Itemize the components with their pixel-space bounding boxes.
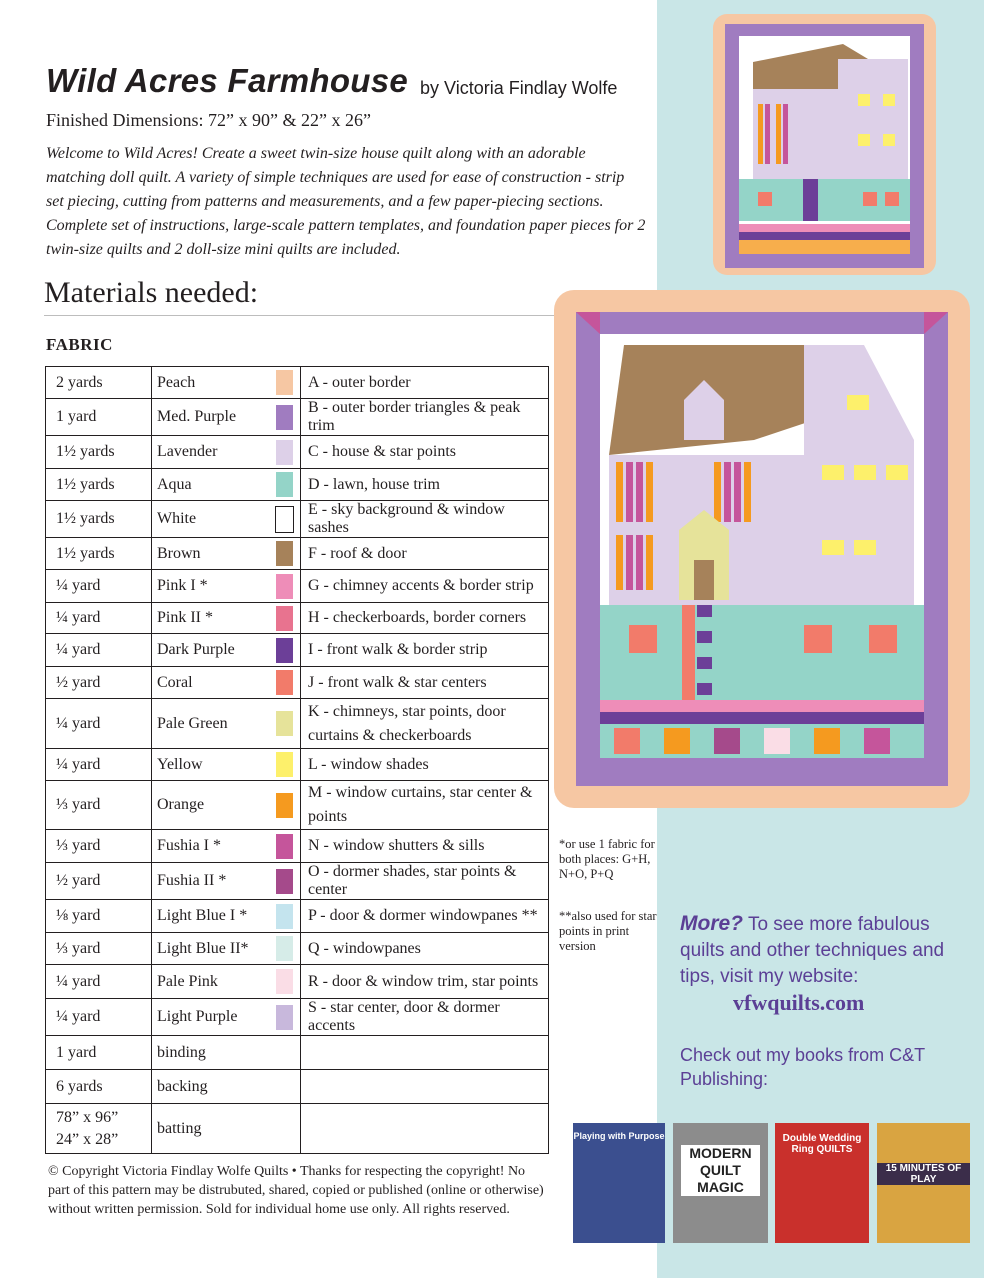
- fabric-amount: 1 yard: [46, 1036, 152, 1070]
- fabric-use: S - star center, door & dormer accents: [301, 999, 549, 1036]
- color-swatch: [276, 869, 293, 894]
- fabric-use: [301, 1036, 549, 1070]
- fabric-use: J - front walk & star centers: [301, 667, 549, 699]
- copyright-notice: © Copyright Victoria Findlay Wolfe Quilts • Thanks for respecting the copyright! No part of this pattern may be distrubuted, shared, copied or published (online or otherwise) without written permission. Sold for individual home use only. All rights reserved.: [48, 1164, 544, 1217]
- more-text: To see more fabulous quilts and other techniques and tips, visit my website:: [680, 914, 945, 987]
- fabric-swatch-cell: [275, 436, 301, 469]
- fabric-use: [301, 1104, 549, 1154]
- more-info: [680, 911, 970, 990]
- table-row: [46, 781, 549, 830]
- finished-dimensions: Finished Dimensions: 72” x 90” & 22” x 26”: [46, 110, 371, 130]
- fabric-amount: ¼ yard: [46, 634, 152, 667]
- fabric-swatch-cell: [275, 830, 301, 863]
- fabric-swatch-cell: [275, 1070, 301, 1104]
- fabric-use: N - window shutters & sills: [301, 830, 549, 863]
- fabric-color-name: backing: [152, 1070, 276, 1104]
- materials-heading: Materials needed:: [44, 276, 259, 309]
- color-swatch: [276, 904, 293, 929]
- color-swatch: [276, 1005, 293, 1030]
- fabric-heading: FABRIC: [46, 335, 113, 354]
- fabric-amount: ⅓ yard: [46, 781, 152, 830]
- fabric-use: B - outer border triangles & peak trim: [301, 399, 549, 436]
- table-row: [46, 501, 549, 538]
- fabric-amount: ⅛ yard: [46, 900, 152, 933]
- table-row: [46, 830, 549, 863]
- book-cover-double-wedding-ring[interactable]: Double Wedding Ring QUILTS: [775, 1123, 869, 1243]
- fabric-use: A - outer border: [301, 367, 549, 399]
- fabric-color-name: Peach: [152, 367, 276, 399]
- fabric-color-name: Pink I *: [152, 570, 276, 603]
- fabric-use: D - lawn, house trim: [301, 469, 549, 501]
- fabric-color-name: Yellow: [152, 749, 276, 781]
- fabric-swatch-cell: [275, 965, 301, 999]
- fabric-swatch-cell: [275, 501, 301, 538]
- fabric-swatch-cell: [275, 538, 301, 570]
- table-row: [46, 570, 549, 603]
- fabric-amount: 1 yard: [46, 399, 152, 436]
- color-swatch: [276, 574, 293, 599]
- fabric-color-name: Brown: [152, 538, 276, 570]
- fabric-swatch-cell: [275, 999, 301, 1036]
- table-row: [46, 900, 549, 933]
- fabric-use: [301, 1070, 549, 1104]
- color-swatch: [276, 711, 293, 736]
- fabric-swatch-cell: [275, 1104, 301, 1154]
- fabric-color-name: Pale Green: [152, 699, 276, 749]
- divider: [44, 315, 554, 316]
- fabric-use: E - sky background & window sashes: [301, 501, 549, 538]
- fabric-amount: ½ yard: [46, 863, 152, 900]
- fabric-amount: ⅓ yard: [46, 933, 152, 965]
- table-row: [46, 699, 549, 749]
- fabric-color-name: Med. Purple: [152, 399, 276, 436]
- doll-quilt-illustration: [713, 14, 936, 275]
- color-swatch: [276, 440, 293, 465]
- color-swatch: [276, 370, 293, 395]
- footnote-single-fabric: *or use 1 fabric for both places: G+H, N+O, P+Q: [559, 837, 655, 881]
- fabric-color-name: binding: [152, 1036, 276, 1070]
- fabric-table: [45, 366, 549, 1154]
- fabric-color-name: Lavender: [152, 436, 276, 469]
- table-row: [46, 436, 549, 469]
- fabric-swatch-cell: [275, 367, 301, 399]
- fabric-color-name: Coral: [152, 667, 276, 699]
- table-row: [46, 538, 549, 570]
- color-swatch: [276, 638, 293, 663]
- table-row: [46, 965, 549, 999]
- table-row: [46, 1070, 549, 1104]
- table-row: [46, 399, 549, 436]
- fabric-use: P - door & dormer windowpanes **: [301, 900, 549, 933]
- table-row: [46, 749, 549, 781]
- fabric-use: L - window shades: [301, 749, 549, 781]
- fabric-use: F - roof & door: [301, 538, 549, 570]
- fabric-amount: 1½ yards: [46, 538, 152, 570]
- color-swatch: [276, 405, 293, 430]
- fabric-swatch-cell: [275, 699, 301, 749]
- fabric-swatch-cell: [275, 570, 301, 603]
- fabric-use: Q - windowpanes: [301, 933, 549, 965]
- table-row: [46, 469, 549, 501]
- more-label: More?: [680, 912, 743, 935]
- fabric-amount: 1½ yards: [46, 469, 152, 501]
- fabric-use: O - dormer shades, star points & center: [301, 863, 549, 900]
- fabric-color-name: Aqua: [152, 469, 276, 501]
- twin-quilt-illustration: [554, 290, 970, 808]
- fabric-color-name: batting: [152, 1104, 276, 1154]
- fabric-amount: 78” x 96” 24” x 28”: [46, 1104, 152, 1154]
- fabric-color-name: Dark Purple: [152, 634, 276, 667]
- fabric-color-name: Fushia I *: [152, 830, 276, 863]
- fabric-swatch-cell: [275, 900, 301, 933]
- fabric-amount: ¼ yard: [46, 699, 152, 749]
- fabric-color-name: Light Blue I *: [152, 900, 276, 933]
- table-row: [46, 367, 549, 399]
- fabric-use: C - house & star points: [301, 436, 549, 469]
- table-row: [46, 1104, 549, 1154]
- intro-paragraph: Welcome to Wild Acres! Create a sweet twin-size house quilt along with an adorable matching doll quilt. A variety of simple techniques are used for ease of construction - strip set piecing, cutting from patterns and measurements, and a few paper-piecing sections. Complete set of instructions, large-scale pattern templates, and foundation paper pieces for 2 twin-size quilts and 2 doll-size mini quilts are included.: [46, 145, 646, 258]
- page-title: Wild Acres Farmhouse: [46, 62, 409, 99]
- table-row: [46, 999, 549, 1036]
- table-row: [46, 1036, 549, 1070]
- fabric-use: M - window curtains, star center & points: [301, 781, 549, 830]
- fabric-color-name: White: [152, 501, 276, 538]
- fabric-amount: 6 yards: [46, 1070, 152, 1104]
- color-swatch: [276, 793, 293, 818]
- fabric-amount: ¼ yard: [46, 999, 152, 1036]
- color-swatch: [276, 936, 293, 961]
- table-row: [46, 603, 549, 634]
- color-swatch: [276, 606, 293, 631]
- fabric-amount: ¼ yard: [46, 603, 152, 634]
- fabric-amount: ¼ yard: [46, 965, 152, 999]
- fabric-color-name: Orange: [152, 781, 276, 830]
- table-row: [46, 634, 549, 667]
- fabric-amount: 2 yards: [46, 367, 152, 399]
- fabric-amount: 1½ yards: [46, 501, 152, 538]
- fabric-color-name: Pale Pink: [152, 965, 276, 999]
- book-cover-modern-quilt-magic[interactable]: MODERN QUILT MAGIC: [673, 1123, 768, 1243]
- fabric-color-name: Light Blue II*: [152, 933, 276, 965]
- color-swatch: [276, 541, 293, 566]
- fabric-amount: 1½ yards: [46, 436, 152, 469]
- fabric-amount: ¼ yard: [46, 749, 152, 781]
- book-cover-15-minutes-of-play[interactable]: 15 MINUTES OF PLAY: [877, 1123, 970, 1243]
- website-link[interactable]: vfwquilts.com: [733, 990, 865, 1015]
- fabric-color-name: Light Purple: [152, 999, 276, 1036]
- fabric-swatch-cell: [275, 399, 301, 436]
- books-text: Check out my books from C&T Publishing:: [680, 1045, 925, 1089]
- fabric-swatch-cell: [275, 469, 301, 501]
- footnote-star-points: **also used for star points in print version: [559, 909, 657, 953]
- table-row: [46, 667, 549, 699]
- table-row: [46, 863, 549, 900]
- fabric-swatch-cell: [275, 603, 301, 634]
- fabric-swatch-cell: [275, 863, 301, 900]
- fabric-color-name: Pink II *: [152, 603, 276, 634]
- fabric-swatch-cell: [275, 1036, 301, 1070]
- color-swatch: [276, 507, 293, 532]
- fabric-amount: ¼ yard: [46, 570, 152, 603]
- fabric-use: R - door & window trim, star points: [301, 965, 549, 999]
- fabric-use: G - chimney accents & border strip: [301, 570, 549, 603]
- fabric-swatch-cell: [275, 667, 301, 699]
- fabric-use: I - front walk & border strip: [301, 634, 549, 667]
- table-row: [46, 933, 549, 965]
- fabric-swatch-cell: [275, 781, 301, 830]
- fabric-swatch-cell: [275, 634, 301, 667]
- fabric-use: K - chimneys, star points, door curtains & checkerboards: [301, 699, 549, 749]
- fabric-swatch-cell: [275, 933, 301, 965]
- fabric-color-name: Fushia II *: [152, 863, 276, 900]
- color-swatch: [276, 472, 293, 497]
- book-cover-playing-with-purpose[interactable]: Playing with Purpose: [573, 1123, 665, 1243]
- fabric-use: H - checkerboards, border corners: [301, 603, 549, 634]
- color-swatch: [276, 969, 293, 994]
- color-swatch: [276, 670, 293, 695]
- color-swatch: [276, 834, 293, 859]
- fabric-swatch-cell: [275, 749, 301, 781]
- color-swatch: [276, 752, 293, 777]
- fabric-amount: ½ yard: [46, 667, 152, 699]
- byline: by Victoria Findlay Wolfe: [420, 78, 618, 98]
- fabric-amount: ⅓ yard: [46, 830, 152, 863]
